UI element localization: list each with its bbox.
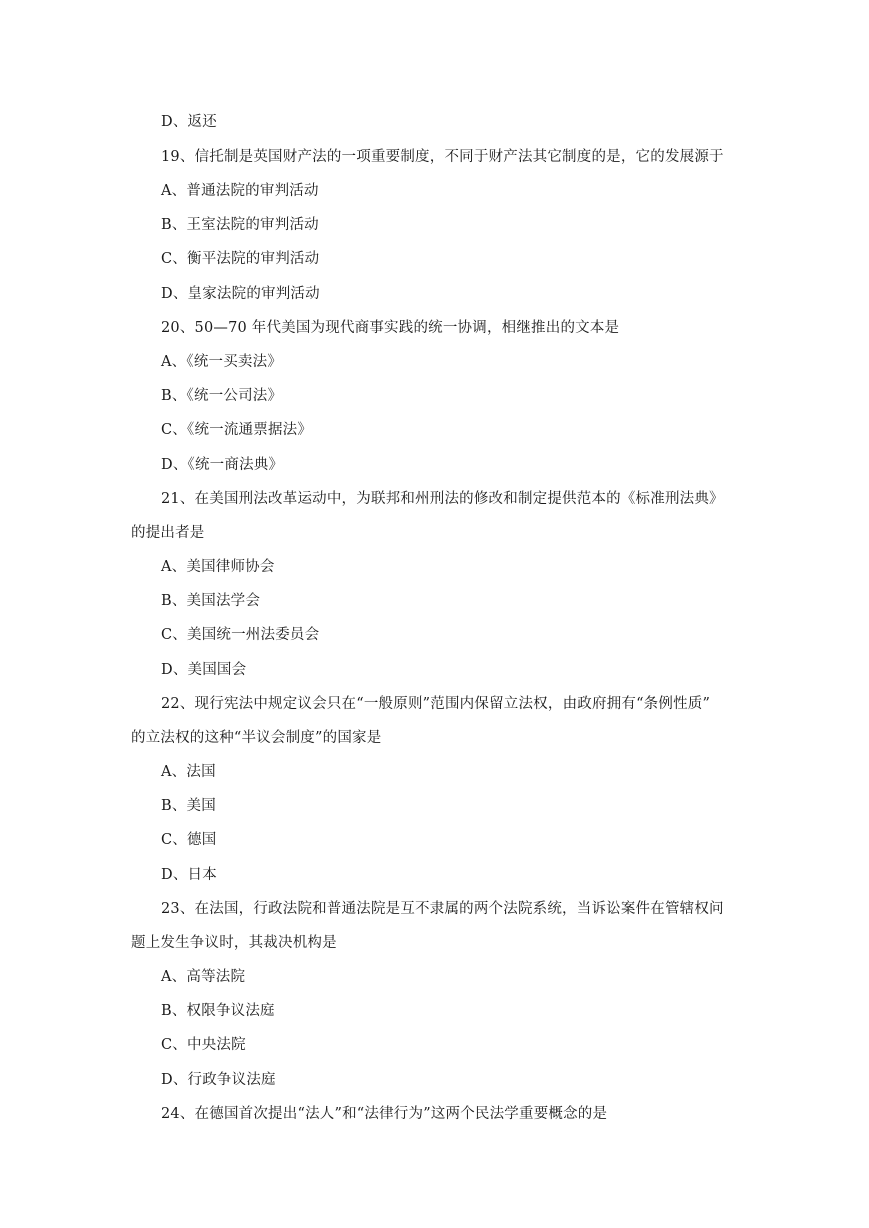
q19-option-d: D、皇家法院的审判活动 <box>161 286 320 302</box>
q21-option-d: D、美国国会 <box>161 662 247 678</box>
q20-option-c: C、《统一流通票据法》 <box>161 422 313 438</box>
q23-option-d: D、行政争议法庭 <box>161 1072 276 1088</box>
q22-option-a: A、法国 <box>161 764 216 780</box>
q22-stem-line1: 22、现行宪法中规定议会只在“一般原则”范围内保留立法权，由政府拥有“条例性质” <box>161 696 711 712</box>
q21-stem-line1: 21、在美国刑法改革运动中，为联邦和州刑法的修改和制定提供范本的《标准刑法典》 <box>161 491 724 507</box>
q21-option-c: C、美国统一州法委员会 <box>161 627 320 643</box>
q21-stem-line2: 的提出者是 <box>131 525 205 541</box>
q23-option-b: B、权限争议法庭 <box>161 1003 275 1019</box>
q20-stem: 20、50—70 年代美国为现代商事实践的统一协调，相继推出的文本是 <box>161 320 620 336</box>
q21-option-b: B、美国法学会 <box>161 593 261 609</box>
q23-option-c: C、中央法院 <box>161 1037 246 1053</box>
q20-option-a: A、《统一买卖法》 <box>161 354 283 370</box>
q19-option-c: C、衡平法院的审判活动 <box>161 251 320 267</box>
q21-option-a: A、美国律师协会 <box>161 559 275 575</box>
q19-stem: 19、信托制是英国财产法的一项重要制度，不同于财产法其它制度的是，它的发展源于 <box>161 149 724 165</box>
q20-option-d: D、《统一商法典》 <box>161 457 284 473</box>
q22-option-c: C、德国 <box>161 832 217 848</box>
q23-stem-line1: 23、在法国，行政法院和普通法院是互不隶属的两个法院系统，当诉讼案件在管辖权问 <box>161 901 724 917</box>
q24-stem: 24、在德国首次提出“法人”和“法律行为”这两个民法学重要概念的是 <box>161 1106 608 1122</box>
q18-option-d: D、返还 <box>161 114 217 130</box>
q20-option-b: B、《统一公司法》 <box>161 388 283 404</box>
q22-option-d: D、日本 <box>161 867 217 883</box>
q19-option-b: B、王室法院的审判活动 <box>161 217 319 233</box>
q22-stem-line2: 的立法权的这种“半议会制度”的国家是 <box>131 730 382 746</box>
q23-option-a: A、高等法院 <box>161 969 246 985</box>
q19-option-a: A、普通法院的审判活动 <box>161 183 319 199</box>
q23-stem-line2: 题上发生争议时，其裁决机构是 <box>131 935 337 951</box>
q22-option-b: B、美国 <box>161 798 216 814</box>
